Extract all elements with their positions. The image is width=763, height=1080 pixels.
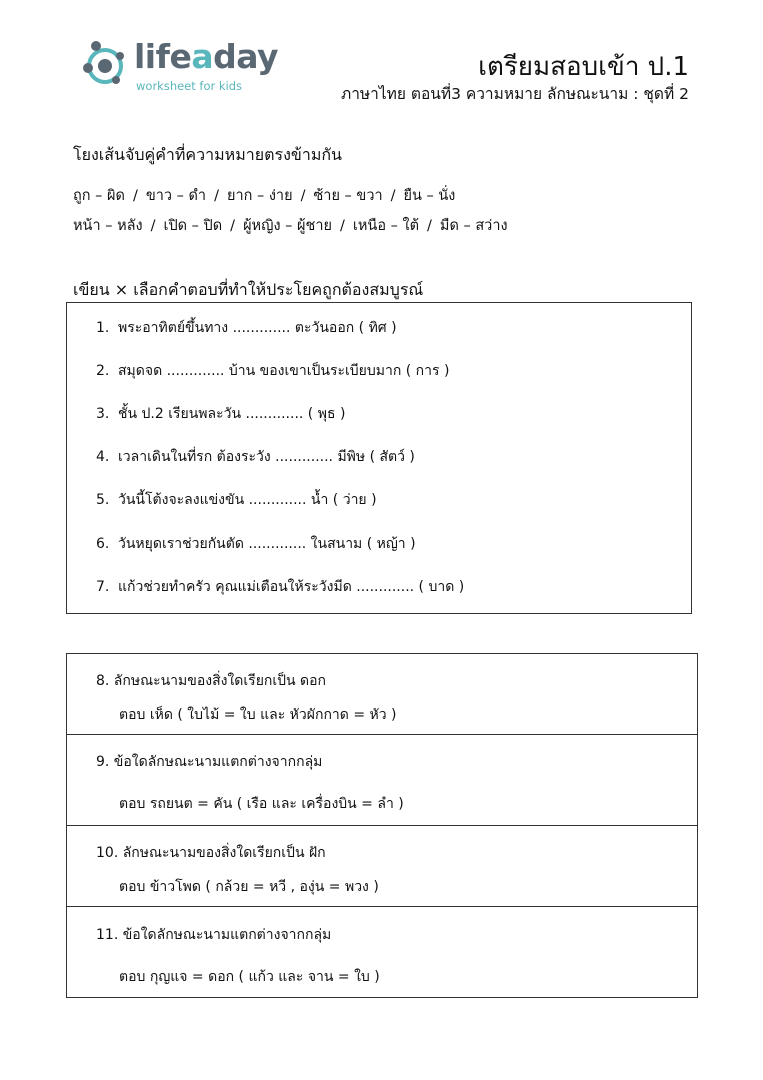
question-text: วันหยุดเราช่วยกันตัด ............. ในสนาม ( หญ้า ) [118, 536, 416, 552]
separator: / [340, 218, 345, 234]
question-number: 4. [96, 449, 110, 465]
question-item [96, 446, 415, 468]
question-text: แก้วช่วยทำครัว คุณแม่เตือนให้ระวังมีด ............. ( บาด ) [118, 579, 465, 595]
antonym-pair: เปิด – ปิด [163, 218, 223, 234]
answer-text: ตอบ รถยนต = คัน ( เรือ และ เครื่องบิน = ลำ ) [119, 796, 404, 812]
separator: / [214, 188, 219, 204]
separator: / [390, 188, 396, 204]
question-number: 7. [96, 579, 110, 595]
lifeaday-logo [82, 37, 279, 98]
antonym-pair: ถูก – ผิด [73, 188, 125, 204]
question-text: 9. ข้อใดลักษณะนามแตกต่างจากกลุ่ม [96, 754, 323, 770]
antonym-pair: ซ้าย – ขวา [313, 188, 383, 204]
question-item [96, 489, 377, 511]
question-text: วันนี้โต้งจะลงแข่งขัน ............. น้ำ ( ว่าย ) [118, 492, 377, 508]
question-item [96, 360, 449, 382]
question-text: 11. ข้อใดลักษณะนามแตกต่างจากกลุ่ม [96, 927, 332, 943]
qa-cell [67, 907, 697, 997]
question-item [96, 533, 416, 555]
antonym-pair: เหนือ – ใต้ [352, 218, 419, 234]
antonym-pair: หน้า – หลัง [73, 218, 143, 234]
antonym-pair: มืด – สว่าง [439, 218, 508, 234]
antonym-pair: ยืน – นั่ง [403, 188, 456, 204]
separator: / [230, 218, 236, 234]
question-item [96, 576, 464, 598]
answer-text: ตอบ เห็ด ( ใบไม้ = ใบ และ หัวผักกาด = หัว ) [119, 707, 397, 723]
question-text: ชั้น ป.2 เรียนพละวัน ............. ( พุธ ) [118, 406, 346, 422]
page-subtitle: ภาษาไทย ตอนที่3 ความหมาย ลักษณะนาม : ชุดที่ 2 [341, 85, 689, 103]
question-number: 3. [96, 406, 110, 422]
brand-wordmark: lifeaday [134, 37, 279, 76]
antonym-row-2 [73, 214, 508, 237]
brand-tagline: worksheet for kids [136, 79, 243, 93]
section1-heading: โยงเส้นจับคู่คำที่ความหมายตรงข้ามกัน [73, 145, 342, 164]
question-number: 1. [96, 320, 110, 336]
question-item [96, 403, 345, 425]
question-text: 10. ลักษณะนามของสิ่งใดเรียกเป็น ฝัก [96, 845, 326, 861]
question-number: 5. [96, 492, 110, 508]
antonym-pair: ยาก – ง่าย [226, 188, 293, 204]
question-text: พระอาทิตย์ขึ้นทาง ............. ตะวันออก ( ทิศ ) [118, 320, 397, 336]
qa-cell [67, 654, 697, 735]
antonym-pair: ผู้หญิง – ผู้ชาย [243, 218, 332, 234]
section2-heading: เขียน × เลือกคำตอบที่ทำให้ประโยคถูกต้องสมบูรณ์ [73, 280, 424, 299]
qa-cell [67, 735, 697, 826]
answer-text: ตอบ ข้าวโพด ( กล้วย = หวี , องุ่น = พวง ) [119, 879, 379, 895]
classifier-box [66, 653, 698, 998]
qa-cell [67, 826, 697, 907]
answer-text: ตอบ กุญแจ = ดอก ( แก้ว และ จาน = ใบ ) [119, 969, 380, 985]
antonym-row-1 [73, 184, 455, 207]
antonym-pair: ขาว – ดำ [145, 188, 207, 204]
molecule-icon [82, 38, 130, 88]
question-number: 2. [96, 363, 110, 379]
question-text: สมุดจด ............. บ้าน ของเขาเป็นระเบียบมาก ( การ ) [118, 363, 450, 379]
separator: / [132, 188, 138, 204]
question-text: 8. ลักษณะนามของสิ่งใดเรียกเป็น ดอก [96, 673, 327, 689]
question-item [96, 317, 397, 339]
page-title: เตรียมสอบเข้า ป.1 [478, 52, 689, 82]
separator: / [300, 188, 306, 204]
question-number: 6. [96, 536, 110, 552]
question-text: เวลาเดินในที่รก ต้องระวัง ............. มีพิษ ( สัตว์ ) [118, 449, 415, 465]
fill-blank-box [66, 302, 692, 614]
separator: / [427, 218, 432, 234]
separator: / [150, 218, 156, 234]
